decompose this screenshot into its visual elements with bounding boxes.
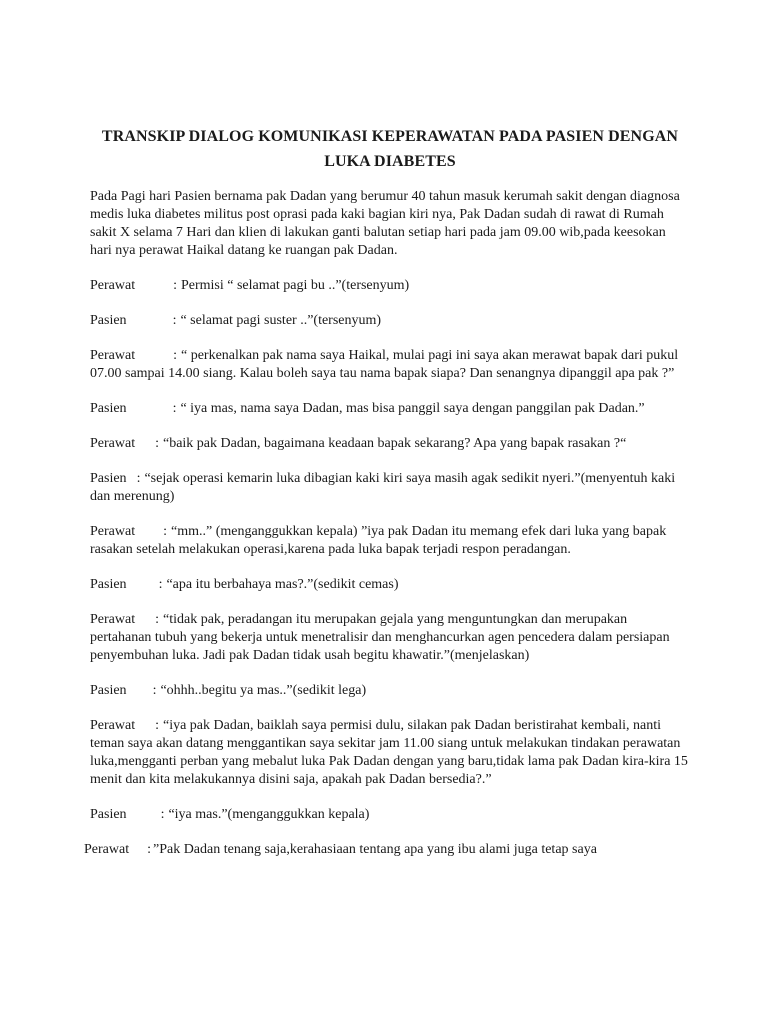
utterance: ”Pak Dadan tenang saja,kerahasiaan tentang apa yang ibu alami juga tetap saya: [152, 842, 597, 857]
speaker-label: Pasien: [90, 807, 127, 822]
dialog-turn: Perawat : “mm..” (menganggukkan kepala) ”iya pak Dadan itu memang efek dari luka yang bapak rasakan setelah melakukan operasi,karena pada luka bapak terjadi respon peradangan.: [90, 524, 667, 557]
utterance: Permisi “ selamat pagi bu ..”(tersenyum): [180, 278, 410, 293]
speaker-label: Perawat: [90, 348, 136, 363]
speaker-label: Pasien: [90, 471, 127, 486]
dialog-turn: Pasien : “ohhh..begitu ya mas..”(sedikit lega): [90, 683, 367, 698]
speaker-label: Pasien: [90, 401, 127, 416]
utterance: “iya pak Dadan, baiklah saya permisi dulu, silakan pak Dadan beristirahat kembali, nanti teman saya akan datang menggantikan saya sekitar jam 11.00 siang untuk melakukan tindakan perawatan luka,mengganti perban yang mebalut luka Pak Dadan dengan yang baru,tidak lama pak Dadan kira-kira 15 menit dan kita melakukannya disini saja, apakah pak Dadan bersedia?.”: [90, 718, 688, 787]
speaker-label: Pasien: [90, 683, 127, 698]
dialog-turn: Perawat : “iya pak Dadan, baiklah saya permisi dulu, silakan pak Dadan beristirahat kembali, nanti teman saya akan datang menggantikan saya sekitar jam 11.00 siang untuk melakukan tindakan perawatan luka,mengganti perban yang mebalut luka Pak Dadan dengan yang baru,tidak lama pak Dadan kira-kira 15 menit dan kita melakukannya disini saja, apakah pak Dadan bersedia?.”: [90, 718, 688, 787]
dialog-turn: Perawat : “ perkenalkan pak nama saya Haikal, mulai pagi ini saya akan merawat bapak dari pukul 07.00 sampai 14.00 siang. Kalau boleh saya tau nama bapak siapa? Dan senangnya dipanggil apa pak ?”: [90, 348, 679, 381]
speaker-label: Perawat: [90, 436, 136, 451]
utterance: “baik pak Dadan, bagaimana keadaan bapak sekarang? Apa yang bapak rasakan ?“: [162, 436, 627, 451]
utterance: “ohhh..begitu ya mas..”(sedikit lega): [160, 683, 367, 698]
speaker-label: Perawat: [90, 524, 136, 539]
speaker-label: Perawat: [90, 612, 136, 627]
utterance: “sejak operasi kemarin luka dibagian kaki kiri saya masih agak sedikit nyeri.”(menyentuh kaki dan merenung): [90, 471, 676, 504]
speaker-label: Pasien: [90, 577, 127, 592]
intro-paragraph: Pada Pagi hari Pasien bernama pak Dadan yang berumur 40 tahun masuk kerumah sakit dengan diagnosa medis luka diabetes militus post oprasi pada kaki bagian kiri nya, Pak Dadan sudah di rawat di Rumah sakit X selama 7 Hari dan klien di lakukan ganti balutan setiap hari pada jam 09.00 wib,pada keesokan hari nya perawat Haikal datang ke ruangan pak Dadan.: [90, 189, 680, 258]
utterance: “tidak pak, peradangan itu merupakan gejala yang menguntungkan dan merupakan pertahanan tubuh yang bekerja untuk menetralisir dan menghancurkan agen pencedera dalam persiapan penyembuhan luka. Jadi pak Dadan tidak usah begitu khawatir.”(menjelaskan): [90, 612, 670, 663]
utterance: “ iya mas, nama saya Dadan, mas bisa panggil saya dengan panggilan pak Dadan.”: [180, 401, 645, 416]
speaker-label: Perawat: [90, 718, 136, 733]
utterance: “mm..” (menganggukkan kepala) ”iya pak Dadan itu memang efek dari luka yang bapak rasakan setelah melakukan operasi,karena pada luka bapak terjadi respon peradangan.: [90, 524, 667, 557]
utterance: “ selamat pagi suster ..”(tersenyum): [180, 313, 382, 328]
dialog-turn: Pasien : “sejak operasi kemarin luka dibagian kaki kiri saya masih agak sedikit nyeri.”(menyentuh kaki dan merenung): [90, 471, 676, 504]
document-page: [84, 124, 690, 876]
speaker-label: Perawat: [84, 842, 130, 857]
speaker-label: Perawat: [90, 278, 136, 293]
dialog-turn: Pasien : “ iya mas, nama saya Dadan, mas bisa panggil saya dengan panggilan pak Dadan.”: [90, 401, 645, 416]
utterance: “apa itu berbahaya mas?.”(sedikit cemas): [166, 577, 399, 592]
dialog-turn: Pasien : “iya mas.”(menganggukkan kepala): [90, 807, 370, 822]
dialog-turn: Pasien : “apa itu berbahaya mas?.”(sedikit cemas): [90, 577, 399, 592]
dialog-turn: Perawat : ”Pak Dadan tenang saja,kerahasiaan tentang apa yang ibu alami juga tetap saya: [84, 842, 597, 857]
dialog-turn: Perawat : Permisi “ selamat pagi bu ..”(tersenyum): [90, 278, 410, 293]
speaker-label: Pasien: [90, 313, 127, 328]
utterance: “iya mas.”(menganggukkan kepala): [168, 807, 370, 822]
dialog-turn: Pasien : “ selamat pagi suster ..”(tersenyum): [90, 313, 382, 328]
document-title: TRANSKIP DIALOG KOMUNIKASI KEPERAWATAN PADA PASIEN DENGAN LUKA DIABETES: [101, 128, 679, 170]
dialog-turn: Perawat : “baik pak Dadan, bagaimana keadaan bapak sekarang? Apa yang bapak rasakan ?“: [90, 436, 627, 451]
utterance: “ perkenalkan pak nama saya Haikal, mulai pagi ini saya akan merawat bapak dari pukul 07.00 sampai 14.00 siang. Kalau boleh saya tau nama bapak siapa? Dan senangnya dipanggil apa pak ?”: [90, 348, 679, 381]
dialog-turn: Perawat : “tidak pak, peradangan itu merupakan gejala yang menguntungkan dan merupakan pertahanan tubuh yang bekerja untuk menetralisir dan menghancurkan agen pencedera dalam persiapan penyembuhan luka. Jadi pak Dadan tidak usah begitu khawatir.”(menjelaskan): [90, 612, 670, 663]
